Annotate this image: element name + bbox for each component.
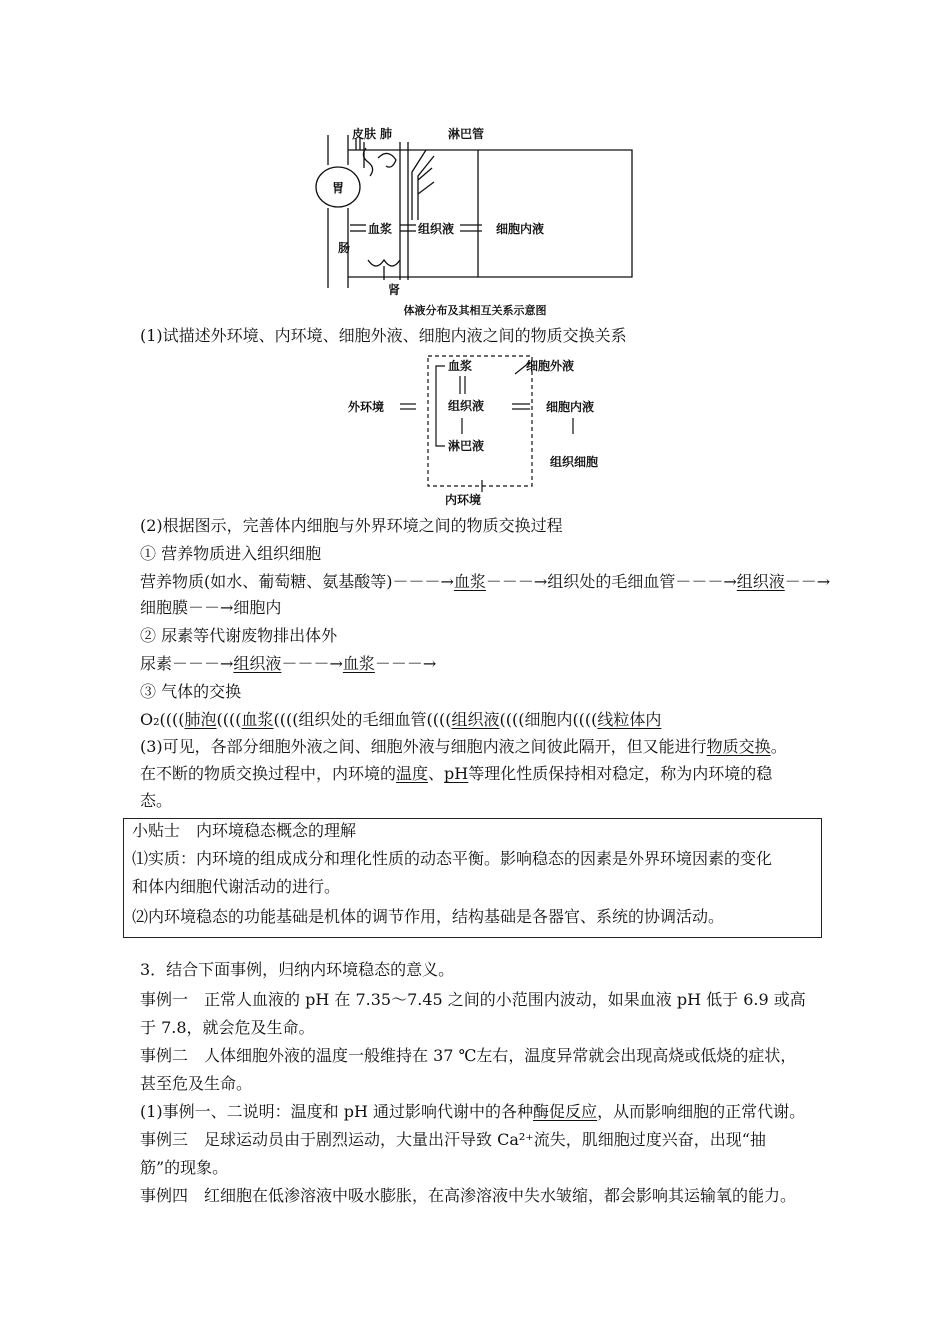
step-1-title: ① 营养物质进入组织细胞	[140, 544, 322, 563]
label-plasma: 血浆	[368, 222, 393, 236]
text-seg: 尿素－－－→	[140, 654, 234, 673]
example-1b: 于 7.8，就会危及生命。	[140, 1018, 315, 1037]
tip-para-1a: ⑴实质：内环境的组成成分和理化性质的动态平衡。影响稳态的因素是外界环境因素的变化	[132, 849, 773, 868]
label-plasma-2: 血浆	[448, 359, 473, 373]
question-3-line-1	[140, 737, 787, 757]
answer-blank: pH	[444, 764, 469, 783]
tip-title: 小贴士 内环境稳态概念的理解	[132, 821, 357, 840]
example-1a: 事例一 正常人血液的 pH 在 7.35～7.45 之间的小范围内波动，如果血液 pH 低于 6.9 或高	[140, 990, 806, 1009]
label-intracellular-2: 细胞内液	[546, 400, 595, 414]
answer-blank: 组织液	[736, 572, 785, 591]
label-outer-env: 外环境	[348, 400, 385, 414]
label-tissue-cell: 组织细胞	[550, 455, 599, 469]
label-intestine: 肠	[338, 241, 351, 255]
text-seg: 。	[770, 737, 787, 756]
text-seg: ((((组织处的毛细血管((((	[273, 710, 452, 729]
text-seg: 、	[428, 764, 445, 783]
label-lymph-vessel: 淋巴管	[448, 127, 485, 141]
step-3-title: ③ 气体的交换	[140, 682, 242, 701]
answer-blank: 组织液	[451, 710, 500, 729]
step-2-title: ② 尿素等代谢废物排出体外	[140, 626, 338, 645]
answer-blank: 肺泡	[184, 710, 217, 729]
text-seg: (1)事例一、二说明：温度和 pH 通过影响代谢中的各种	[140, 1102, 534, 1121]
answer-blank: 线粒体内	[597, 710, 662, 729]
text-seg: －－→	[784, 572, 831, 591]
text-seg: 在不断的物质交换过程中，内环境的	[140, 764, 397, 783]
step-3-line	[140, 710, 661, 730]
body-fluid-diagram	[300, 120, 640, 300]
figure-caption: 体液分布及其相互关系示意图	[403, 304, 547, 317]
example-4: 事例四 红细胞在低渗溶液中吸水膨胀，在高渗溶液中失水皱缩，都会影响其运输氧的能力。	[140, 1186, 797, 1205]
text-seg: ((((	[216, 710, 242, 729]
label-extracellular: 细胞外液	[526, 359, 575, 373]
question-2-title: (2)根据图示，完善体内细胞与外界环境之间的物质交换过程	[140, 516, 563, 535]
tip-para-2: ⑵内环境稳态的功能基础是机体的调节作用，结构基础是各器官、系统的协调活动。	[132, 907, 725, 926]
label-lung: 肺	[380, 127, 393, 141]
label-tissue-fluid-2: 组织液	[448, 399, 485, 413]
text-seg: ((((细胞内((((	[499, 710, 598, 729]
example-3a: 事例三 足球运动员由于剧烈运动，大量出汗导致 Ca²⁺流失，肌细胞过度兴奋，出现“抽	[140, 1130, 766, 1149]
answer-blank: 血浆	[241, 710, 274, 729]
text-seg: －－－→	[374, 654, 437, 673]
exchange-diagram	[340, 352, 630, 512]
example-3b: 筋”的现象。	[140, 1158, 229, 1177]
example-2a: 事例二 人体细胞外液的温度一般维持在 37 ℃左右，温度异常就会出现高烧或低烧的症状，	[140, 1046, 797, 1065]
question-1: (1)试描述外环境、内环境、细胞外液、细胞内液之间的物质交换关系	[140, 326, 627, 345]
answer-blank: 血浆	[342, 654, 375, 673]
label-intracellular: 细胞内液	[496, 222, 545, 236]
answer-blank: 酶促反应	[533, 1102, 598, 1121]
text-seg: (3)可见，各部分细胞外液之间、细胞外液与细胞内液之间彼此隔开，但又能进行	[140, 737, 707, 756]
step-1-line-2: 细胞膜－－→细胞内	[140, 598, 282, 617]
label-tissue-fluid: 组织液	[418, 222, 455, 236]
text-seg: 营养物质(如水、葡萄糖、氨基酸等)－－－→	[140, 572, 454, 591]
step-2-line	[140, 654, 436, 674]
text-seg: 等理化性质保持相对稳定，称为内环境的稳	[468, 764, 773, 783]
question-3-line-2	[140, 764, 772, 784]
text-seg: O₂((((	[140, 710, 185, 729]
text-seg: －－－→组织处的毛细血管－－－→	[485, 572, 737, 591]
step-1-line	[140, 572, 830, 592]
tip-box	[123, 818, 822, 938]
text-seg: ，从而影响细胞的正常代谢。	[597, 1102, 806, 1121]
label-stomach: 胃	[332, 181, 345, 195]
label-kidney: 肾	[388, 283, 401, 297]
label-lymph: 淋巴液	[448, 439, 485, 453]
answer-blank: 组织液	[233, 654, 282, 673]
answer-blank: 温度	[396, 764, 429, 783]
question-3-line-3: 态。	[140, 791, 173, 810]
text-seg: －－－→	[281, 654, 343, 673]
answer-blank: 血浆	[453, 572, 486, 591]
section-3-title: 3．结合下面事例，归纳内环境稳态的意义。	[140, 960, 455, 979]
answer-blank: 物质交换	[706, 737, 771, 756]
example-2b: 甚至危及生命。	[140, 1074, 253, 1093]
tip-para-1b: 和体内细胞代谢活动的进行。	[132, 877, 341, 896]
label-skin: 皮肤	[352, 127, 377, 141]
label-inner-env: 内环境	[445, 493, 482, 507]
sec3-question-1	[140, 1102, 805, 1122]
